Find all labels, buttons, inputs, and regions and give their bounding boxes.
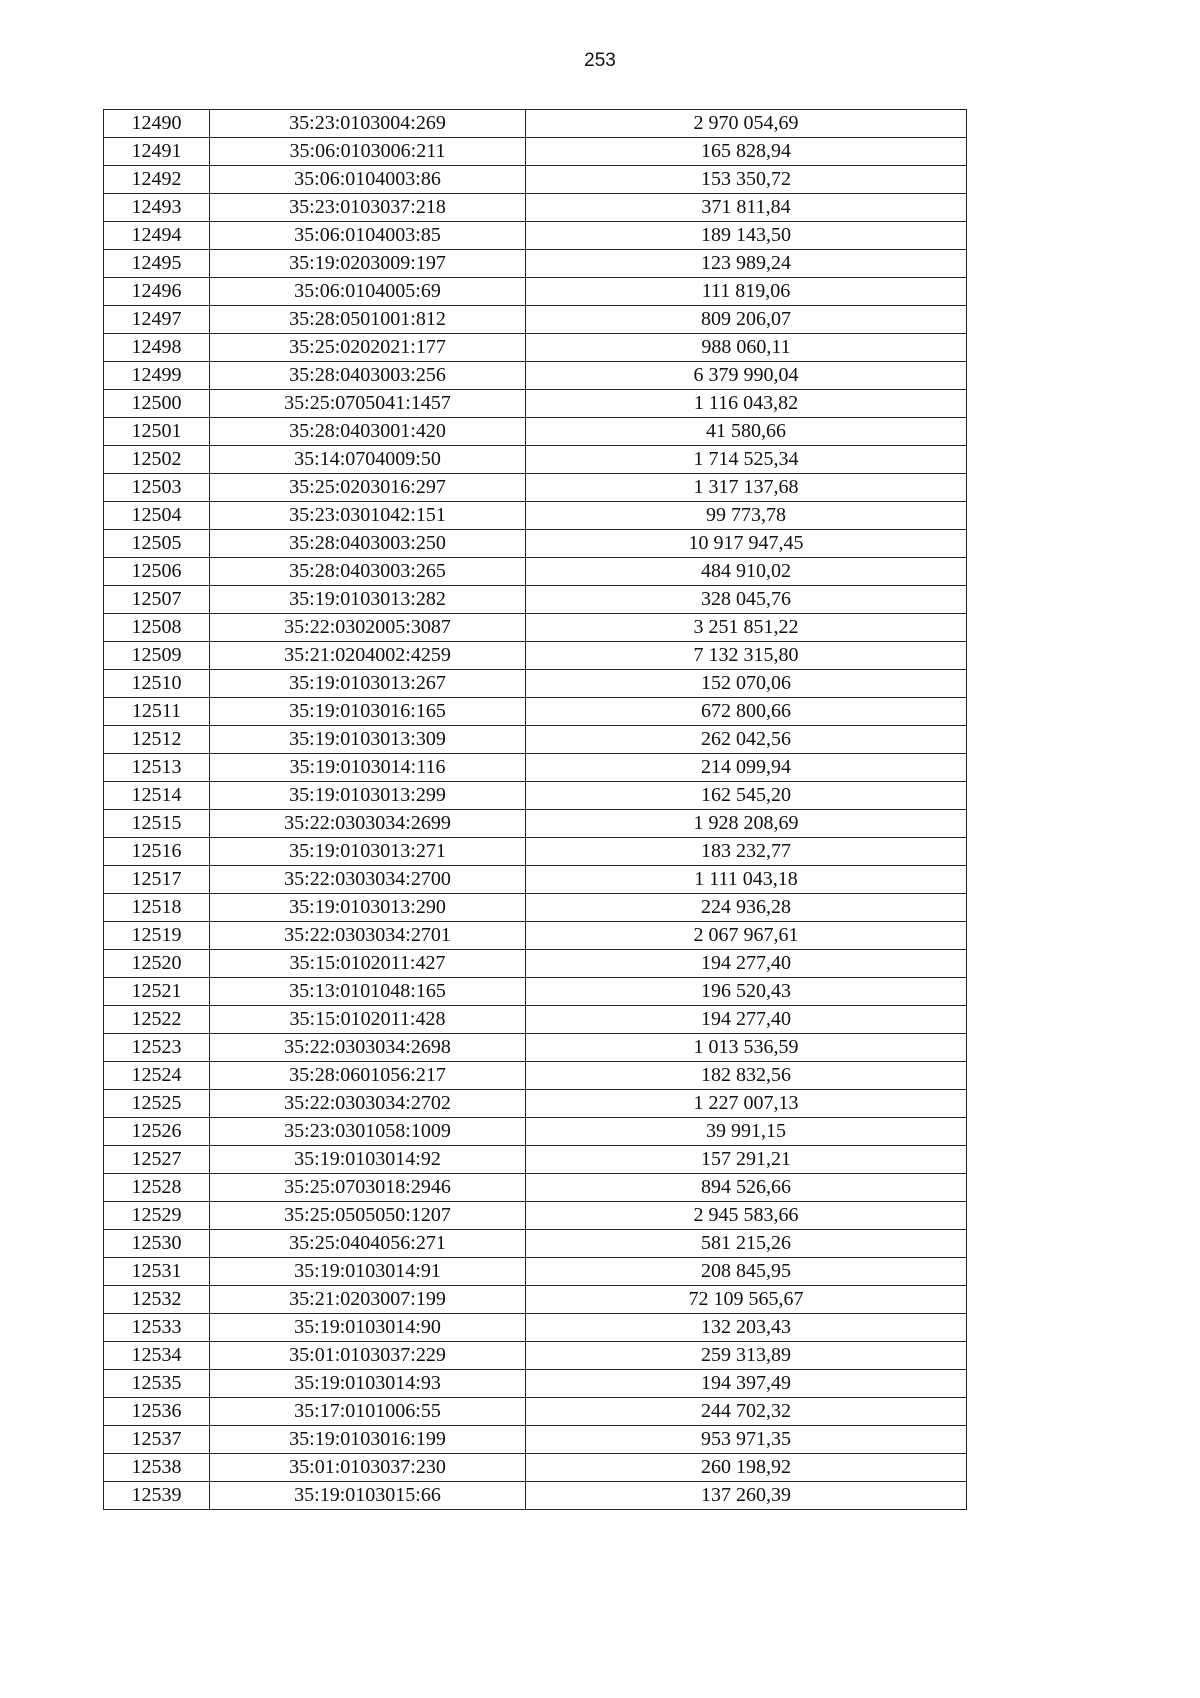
table-row [104, 1314, 967, 1342]
cadastral-number-cell: 35:06:0104003:86 [210, 166, 526, 194]
value-cell: 152 070,06 [526, 670, 967, 698]
value-cell: 1 227 007,13 [526, 1090, 967, 1118]
value-cell: 260 198,92 [526, 1454, 967, 1482]
table-row [104, 306, 967, 334]
row-number-cell: 12515 [104, 810, 210, 838]
cadastral-number-cell: 35:19:0103014:93 [210, 1370, 526, 1398]
value-cell: 484 910,02 [526, 558, 967, 586]
cadastral-number-cell: 35:13:0101048:165 [210, 978, 526, 1006]
value-cell: 157 291,21 [526, 1146, 967, 1174]
table-row [104, 950, 967, 978]
cadastral-number-cell: 35:19:0103016:165 [210, 698, 526, 726]
value-cell: 194 397,49 [526, 1370, 967, 1398]
cadastral-number-cell: 35:19:0103013:290 [210, 894, 526, 922]
cadastral-number-cell: 35:21:0203007:199 [210, 1286, 526, 1314]
row-number-cell: 12523 [104, 1034, 210, 1062]
value-cell: 262 042,56 [526, 726, 967, 754]
table-body [104, 110, 967, 1510]
cadastral-number-cell: 35:21:0204002:4259 [210, 642, 526, 670]
value-cell: 6 379 990,04 [526, 362, 967, 390]
table-row [104, 1090, 967, 1118]
row-number-cell: 12535 [104, 1370, 210, 1398]
table-row [104, 1342, 967, 1370]
row-number-cell: 12492 [104, 166, 210, 194]
value-cell: 137 260,39 [526, 1482, 967, 1510]
table-row [104, 1146, 967, 1174]
row-number-cell: 12530 [104, 1230, 210, 1258]
row-number-cell: 12496 [104, 278, 210, 306]
value-cell: 1 013 536,59 [526, 1034, 967, 1062]
cadastral-number-cell: 35:28:0501001:812 [210, 306, 526, 334]
cadastral-number-cell: 35:28:0403003:250 [210, 530, 526, 558]
cadastral-number-cell: 35:25:0203016:297 [210, 474, 526, 502]
row-number-cell: 12526 [104, 1118, 210, 1146]
table-row [104, 250, 967, 278]
cadastral-number-cell: 35:28:0403003:256 [210, 362, 526, 390]
table-row [104, 922, 967, 950]
value-cell: 196 520,43 [526, 978, 967, 1006]
row-number-cell: 12529 [104, 1202, 210, 1230]
table-row [104, 782, 967, 810]
cadastral-number-cell: 35:22:0303034:2701 [210, 922, 526, 950]
table-row [104, 1454, 967, 1482]
table-row [104, 222, 967, 250]
table-row [104, 1062, 967, 1090]
cadastral-number-cell: 35:19:0103013:271 [210, 838, 526, 866]
cadastral-number-cell: 35:22:0303034:2698 [210, 1034, 526, 1062]
cadastral-number-cell: 35:19:0103013:309 [210, 726, 526, 754]
value-cell: 41 580,66 [526, 418, 967, 446]
table-row [104, 614, 967, 642]
cadastral-number-cell: 35:01:0103037:230 [210, 1454, 526, 1482]
table-row [104, 726, 967, 754]
cadastral-number-cell: 35:19:0103014:91 [210, 1258, 526, 1286]
cadastral-number-cell: 35:28:0601056:217 [210, 1062, 526, 1090]
row-number-cell: 12532 [104, 1286, 210, 1314]
table-row [104, 558, 967, 586]
table-row [104, 502, 967, 530]
cadastral-number-cell: 35:25:0404056:271 [210, 1230, 526, 1258]
value-cell: 988 060,11 [526, 334, 967, 362]
cadastral-number-cell: 35:25:0705041:1457 [210, 390, 526, 418]
row-number-cell: 12503 [104, 474, 210, 502]
value-cell: 371 811,84 [526, 194, 967, 222]
table-row [104, 586, 967, 614]
row-number-cell: 12513 [104, 754, 210, 782]
cadastral-number-cell: 35:19:0103013:282 [210, 586, 526, 614]
table-row [104, 194, 967, 222]
table-row [104, 670, 967, 698]
value-cell: 165 828,94 [526, 138, 967, 166]
row-number-cell: 12516 [104, 838, 210, 866]
value-cell: 153 350,72 [526, 166, 967, 194]
cadastral-number-cell: 35:23:0301042:151 [210, 502, 526, 530]
table-row [104, 362, 967, 390]
row-number-cell: 12500 [104, 390, 210, 418]
cadastral-number-cell: 35:19:0103014:90 [210, 1314, 526, 1342]
row-number-cell: 12525 [104, 1090, 210, 1118]
value-cell: 1 116 043,82 [526, 390, 967, 418]
table-row [104, 1286, 967, 1314]
value-cell: 1 111 043,18 [526, 866, 967, 894]
row-number-cell: 12504 [104, 502, 210, 530]
value-cell: 328 045,76 [526, 586, 967, 614]
value-cell: 244 702,32 [526, 1398, 967, 1426]
cadastral-number-cell: 35:22:0303034:2702 [210, 1090, 526, 1118]
row-number-cell: 12498 [104, 334, 210, 362]
table-row [104, 138, 967, 166]
cadastral-number-cell: 35:25:0202021:177 [210, 334, 526, 362]
cadastral-number-cell: 35:06:0104003:85 [210, 222, 526, 250]
table-row [104, 1174, 967, 1202]
value-cell: 672 800,66 [526, 698, 967, 726]
value-cell: 132 203,43 [526, 1314, 967, 1342]
cadastral-number-cell: 35:17:0101006:55 [210, 1398, 526, 1426]
value-cell: 208 845,95 [526, 1258, 967, 1286]
value-cell: 2 945 583,66 [526, 1202, 967, 1230]
row-number-cell: 12499 [104, 362, 210, 390]
row-number-cell: 12510 [104, 670, 210, 698]
row-number-cell: 12508 [104, 614, 210, 642]
value-cell: 2 970 054,69 [526, 110, 967, 138]
cadastral-number-cell: 35:22:0303034:2700 [210, 866, 526, 894]
value-cell: 189 143,50 [526, 222, 967, 250]
cadastral-number-cell: 35:25:0505050:1207 [210, 1202, 526, 1230]
value-cell: 39 991,15 [526, 1118, 967, 1146]
value-cell: 182 832,56 [526, 1062, 967, 1090]
row-number-cell: 12491 [104, 138, 210, 166]
value-cell: 809 206,07 [526, 306, 967, 334]
row-number-cell: 12495 [104, 250, 210, 278]
cadastral-number-cell: 35:15:0102011:427 [210, 950, 526, 978]
value-cell: 7 132 315,80 [526, 642, 967, 670]
cadastral-number-cell: 35:15:0102011:428 [210, 1006, 526, 1034]
value-cell: 111 819,06 [526, 278, 967, 306]
table-row [104, 1230, 967, 1258]
value-cell: 1 928 208,69 [526, 810, 967, 838]
row-number-cell: 12522 [104, 1006, 210, 1034]
row-number-cell: 12538 [104, 1454, 210, 1482]
row-number-cell: 12536 [104, 1398, 210, 1426]
cadastral-number-cell: 35:22:0303034:2699 [210, 810, 526, 838]
table-row [104, 530, 967, 558]
cadastral-number-cell: 35:19:0103013:267 [210, 670, 526, 698]
row-number-cell: 12528 [104, 1174, 210, 1202]
table-row [104, 1202, 967, 1230]
table-row [104, 1118, 967, 1146]
row-number-cell: 12505 [104, 530, 210, 558]
cadastral-number-cell: 35:19:0203009:197 [210, 250, 526, 278]
cadastral-number-cell: 35:28:0403003:265 [210, 558, 526, 586]
value-cell: 894 526,66 [526, 1174, 967, 1202]
cadastral-number-cell: 35:01:0103037:229 [210, 1342, 526, 1370]
row-number-cell: 12509 [104, 642, 210, 670]
cadastral-number-cell: 35:06:0103006:211 [210, 138, 526, 166]
value-cell: 224 936,28 [526, 894, 967, 922]
row-number-cell: 12519 [104, 922, 210, 950]
table-row [104, 698, 967, 726]
value-cell: 183 232,77 [526, 838, 967, 866]
table-row [104, 110, 967, 138]
table-row [104, 1398, 967, 1426]
value-cell: 194 277,40 [526, 1006, 967, 1034]
table-row [104, 1006, 967, 1034]
table-row [104, 278, 967, 306]
cadastral-number-cell: 35:19:0103013:299 [210, 782, 526, 810]
cadastral-number-cell: 35:06:0104005:69 [210, 278, 526, 306]
value-cell: 194 277,40 [526, 950, 967, 978]
row-number-cell: 12497 [104, 306, 210, 334]
row-number-cell: 12524 [104, 1062, 210, 1090]
table-row [104, 1482, 967, 1510]
table-row [104, 642, 967, 670]
cadastral-number-cell: 35:23:0103037:218 [210, 194, 526, 222]
cadastral-number-cell: 35:25:0703018:2946 [210, 1174, 526, 1202]
row-number-cell: 12534 [104, 1342, 210, 1370]
value-cell: 123 989,24 [526, 250, 967, 278]
data-table [103, 109, 967, 1510]
row-number-cell: 12537 [104, 1426, 210, 1454]
table-row [104, 1370, 967, 1398]
table-row [104, 754, 967, 782]
row-number-cell: 12517 [104, 866, 210, 894]
row-number-cell: 12501 [104, 418, 210, 446]
cadastral-number-cell: 35:23:0301058:1009 [210, 1118, 526, 1146]
row-number-cell: 12527 [104, 1146, 210, 1174]
table-row [104, 166, 967, 194]
table-row [104, 446, 967, 474]
table-row [104, 418, 967, 446]
table-row [104, 1426, 967, 1454]
table-row [104, 390, 967, 418]
value-cell: 953 971,35 [526, 1426, 967, 1454]
value-cell: 2 067 967,61 [526, 922, 967, 950]
row-number-cell: 12507 [104, 586, 210, 614]
cadastral-number-cell: 35:19:0103014:116 [210, 754, 526, 782]
row-number-cell: 12521 [104, 978, 210, 1006]
row-number-cell: 12494 [104, 222, 210, 250]
cadastral-number-cell: 35:19:0103015:66 [210, 1482, 526, 1510]
value-cell: 99 773,78 [526, 502, 967, 530]
value-cell: 581 215,26 [526, 1230, 967, 1258]
cadastral-number-cell: 35:19:0103016:199 [210, 1426, 526, 1454]
cadastral-number-cell: 35:14:0704009:50 [210, 446, 526, 474]
row-number-cell: 12514 [104, 782, 210, 810]
page-number: 253 [584, 50, 616, 71]
cadastral-number-cell: 35:28:0403001:420 [210, 418, 526, 446]
value-cell: 72 109 565,67 [526, 1286, 967, 1314]
value-cell: 1 714 525,34 [526, 446, 967, 474]
cadastral-number-cell: 35:19:0103014:92 [210, 1146, 526, 1174]
cadastral-number-cell: 35:22:0302005:3087 [210, 614, 526, 642]
row-number-cell: 12512 [104, 726, 210, 754]
table-row [104, 1258, 967, 1286]
row-number-cell: 12531 [104, 1258, 210, 1286]
row-number-cell: 12518 [104, 894, 210, 922]
value-cell: 10 917 947,45 [526, 530, 967, 558]
row-number-cell: 12520 [104, 950, 210, 978]
row-number-cell: 12506 [104, 558, 210, 586]
cadastral-number-cell: 35:23:0103004:269 [210, 110, 526, 138]
row-number-cell: 12539 [104, 1482, 210, 1510]
table-row [104, 866, 967, 894]
value-cell: 214 099,94 [526, 754, 967, 782]
value-cell: 3 251 851,22 [526, 614, 967, 642]
table-row [104, 1034, 967, 1062]
table-row [104, 810, 967, 838]
table-row [104, 894, 967, 922]
table-row [104, 838, 967, 866]
value-cell: 1 317 137,68 [526, 474, 967, 502]
table-row [104, 474, 967, 502]
row-number-cell: 12490 [104, 110, 210, 138]
row-number-cell: 12493 [104, 194, 210, 222]
table-row [104, 334, 967, 362]
value-cell: 162 545,20 [526, 782, 967, 810]
table-row [104, 978, 967, 1006]
value-cell: 259 313,89 [526, 1342, 967, 1370]
row-number-cell: 12533 [104, 1314, 210, 1342]
row-number-cell: 12502 [104, 446, 210, 474]
row-number-cell: 12511 [104, 698, 210, 726]
